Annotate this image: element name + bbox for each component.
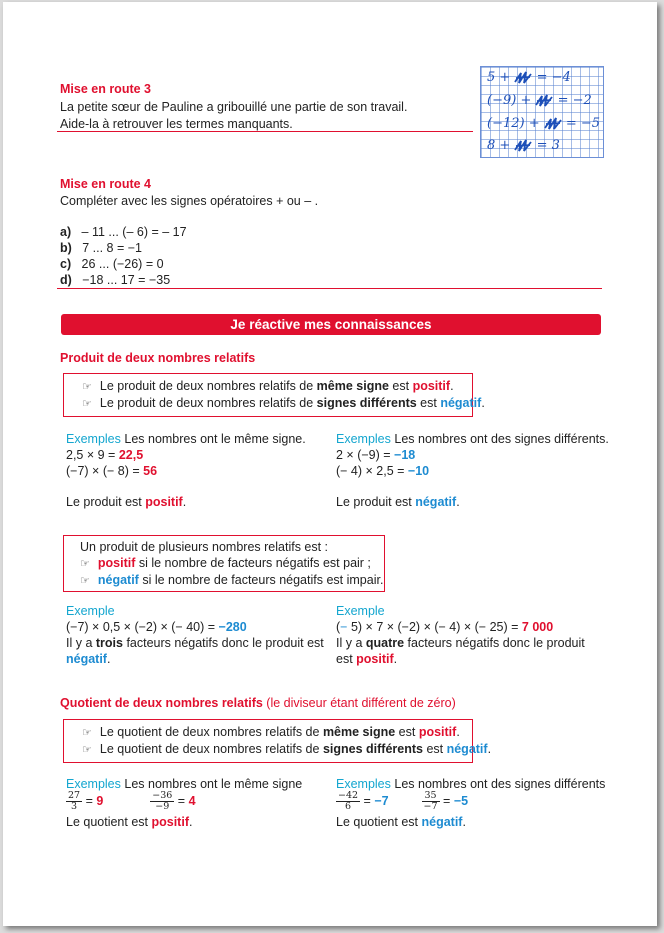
produit-rule-box xyxy=(63,373,485,417)
mer3-line1: La petite sœur de Pauline a gribouillé une partie de son travail. xyxy=(60,100,408,114)
plusieurs-rule-box xyxy=(63,535,385,592)
plusieurs-ex-right-2: Il y a quatre facteurs négatifs donc le produit xyxy=(336,636,585,650)
scribble-icon xyxy=(535,94,553,107)
plusieurs-ex-left-3: négatif. xyxy=(66,652,111,666)
page xyxy=(3,2,657,926)
plusieurs-ex-right-1: (− 5) × 7 × (−2) × (− 4) × (− 25) = 7 000 xyxy=(336,620,554,634)
pointing-hand-icon: ☞ xyxy=(80,575,90,587)
produit-ex-right-1: 2 × (−9) = −18 xyxy=(336,448,416,462)
mer4-item-d: d) −18 ... 17 = −35 xyxy=(60,273,171,287)
scribble-icon xyxy=(514,71,532,84)
mer4-instruction: Compléter avec les signes opératoires + ou – . xyxy=(60,194,319,208)
quotient-ex-right-head: Exemples Les nombres ont des signes différents xyxy=(336,777,606,791)
produit-ex-left-1: 2,5 × 9 = 22,5 xyxy=(66,448,144,462)
quotient-ex-right-concl: Le quotient est négatif. xyxy=(336,815,466,829)
plusieurs-ex-left-2: Il y a trois facteurs négatifs donc le produit est xyxy=(66,636,324,650)
section-banner: Je réactive mes connaissances xyxy=(61,314,601,335)
quotient-title: Quotient de deux nombres relatifs (le diviseur étant différent de zéro) xyxy=(60,696,456,710)
plusieurs-intro: Un produit de plusieurs nombres relatifs est : xyxy=(80,540,329,554)
divider xyxy=(57,131,473,132)
plusieurs-ex-left-head: Exemple xyxy=(66,604,115,618)
produit-rule-1: ☞ Le produit de deux nombres relatifs de même signe est positif. xyxy=(82,379,454,393)
produit-ex-right-concl: Le produit est négatif. xyxy=(336,495,460,509)
mer4-item-a: a) – 11 ... (– 6) = – 17 xyxy=(60,225,187,239)
plusieurs-rule-1: ☞ positif si le nombre de facteurs négatifs est pair ; xyxy=(80,556,371,570)
fraction: $\frac{27}{3}$ xyxy=(68,790,81,812)
plusieurs-ex-right-head: Exemple xyxy=(336,604,385,618)
quotient-ex-left-concl: Le quotient est positif. xyxy=(66,815,193,829)
produit-ex-left-concl: Le produit est positif. xyxy=(66,495,187,509)
pointing-hand-icon: ☞ xyxy=(80,558,90,570)
produit-title: Produit de deux nombres relatifs xyxy=(60,351,256,365)
pointing-hand-icon: ☞ xyxy=(82,381,92,393)
grid-row-4: 8 + = 3 xyxy=(487,138,560,153)
mer4-item-b: b) 7 ... 8 = −1 xyxy=(60,241,142,255)
fraction: $\frac{-36}{-9}$ xyxy=(152,790,173,812)
scribble-icon xyxy=(544,117,562,130)
fraction: $\frac{35}{-7}$ xyxy=(423,790,438,812)
quotient-rule-1: ☞ Le quotient de deux nombres relatifs de même signe est positif. xyxy=(82,725,460,739)
mer3-title: Mise en route 3 xyxy=(60,82,151,96)
grid-row-1: 5 + = −4 xyxy=(487,70,571,85)
grid-row-3: (−12) + = −5 xyxy=(487,116,601,131)
quotient-ex-left-fracs: $\frac{27}{3}$ = 9 $\frac{-36}{-9}$ = 4 xyxy=(68,790,196,812)
mer4-item-c: c) 26 ... (−26) = 0 xyxy=(60,257,164,271)
fraction: $\frac{-42}{6}$ xyxy=(338,790,359,812)
produit-ex-right-head: Exemples Les nombres ont des signes différents. xyxy=(336,432,609,446)
mer4-title: Mise en route 4 xyxy=(60,177,151,191)
pointing-hand-icon: ☞ xyxy=(82,398,92,410)
quotient-ex-left-head: Exemples Les nombres ont le même signe xyxy=(66,777,303,791)
plusieurs-rule-2: ☞ négatif si le nombre de facteurs négatifs est impair. xyxy=(80,573,384,587)
scribbled-grid-image xyxy=(480,66,604,158)
pointing-hand-icon: ☞ xyxy=(82,744,92,756)
grid-row-2: (−9) + = −2 xyxy=(487,93,592,108)
produit-ex-left-head: Exemples Les nombres ont le même signe. xyxy=(66,432,306,446)
quotient-rule-2: ☞ Le quotient de deux nombres relatifs de signes différents est négatif. xyxy=(82,742,492,756)
pointing-hand-icon: ☞ xyxy=(82,727,92,739)
quotient-ex-right-fracs: $\frac{-42}{6}$ = −7 $\frac{35}{-7}$ = −5 xyxy=(338,790,469,812)
scribble-icon xyxy=(514,139,532,152)
mer3-line2: Aide-la à retrouver les termes manquants. xyxy=(60,117,293,131)
plusieurs-ex-right-3: est positif. xyxy=(336,652,398,666)
produit-rule-2: ☞ Le produit de deux nombres relatifs de signes différents est négatif. xyxy=(82,396,485,410)
divider xyxy=(57,288,602,289)
quotient-rule-box xyxy=(63,719,492,763)
plusieurs-ex-left-1: (−7) × 0,5 × (−2) × (− 40) = −280 xyxy=(66,620,247,634)
produit-ex-left-2: (−7) × (− 8) = 56 xyxy=(66,464,158,478)
produit-ex-right-2: (− 4) × 2,5 = −10 xyxy=(336,464,430,478)
